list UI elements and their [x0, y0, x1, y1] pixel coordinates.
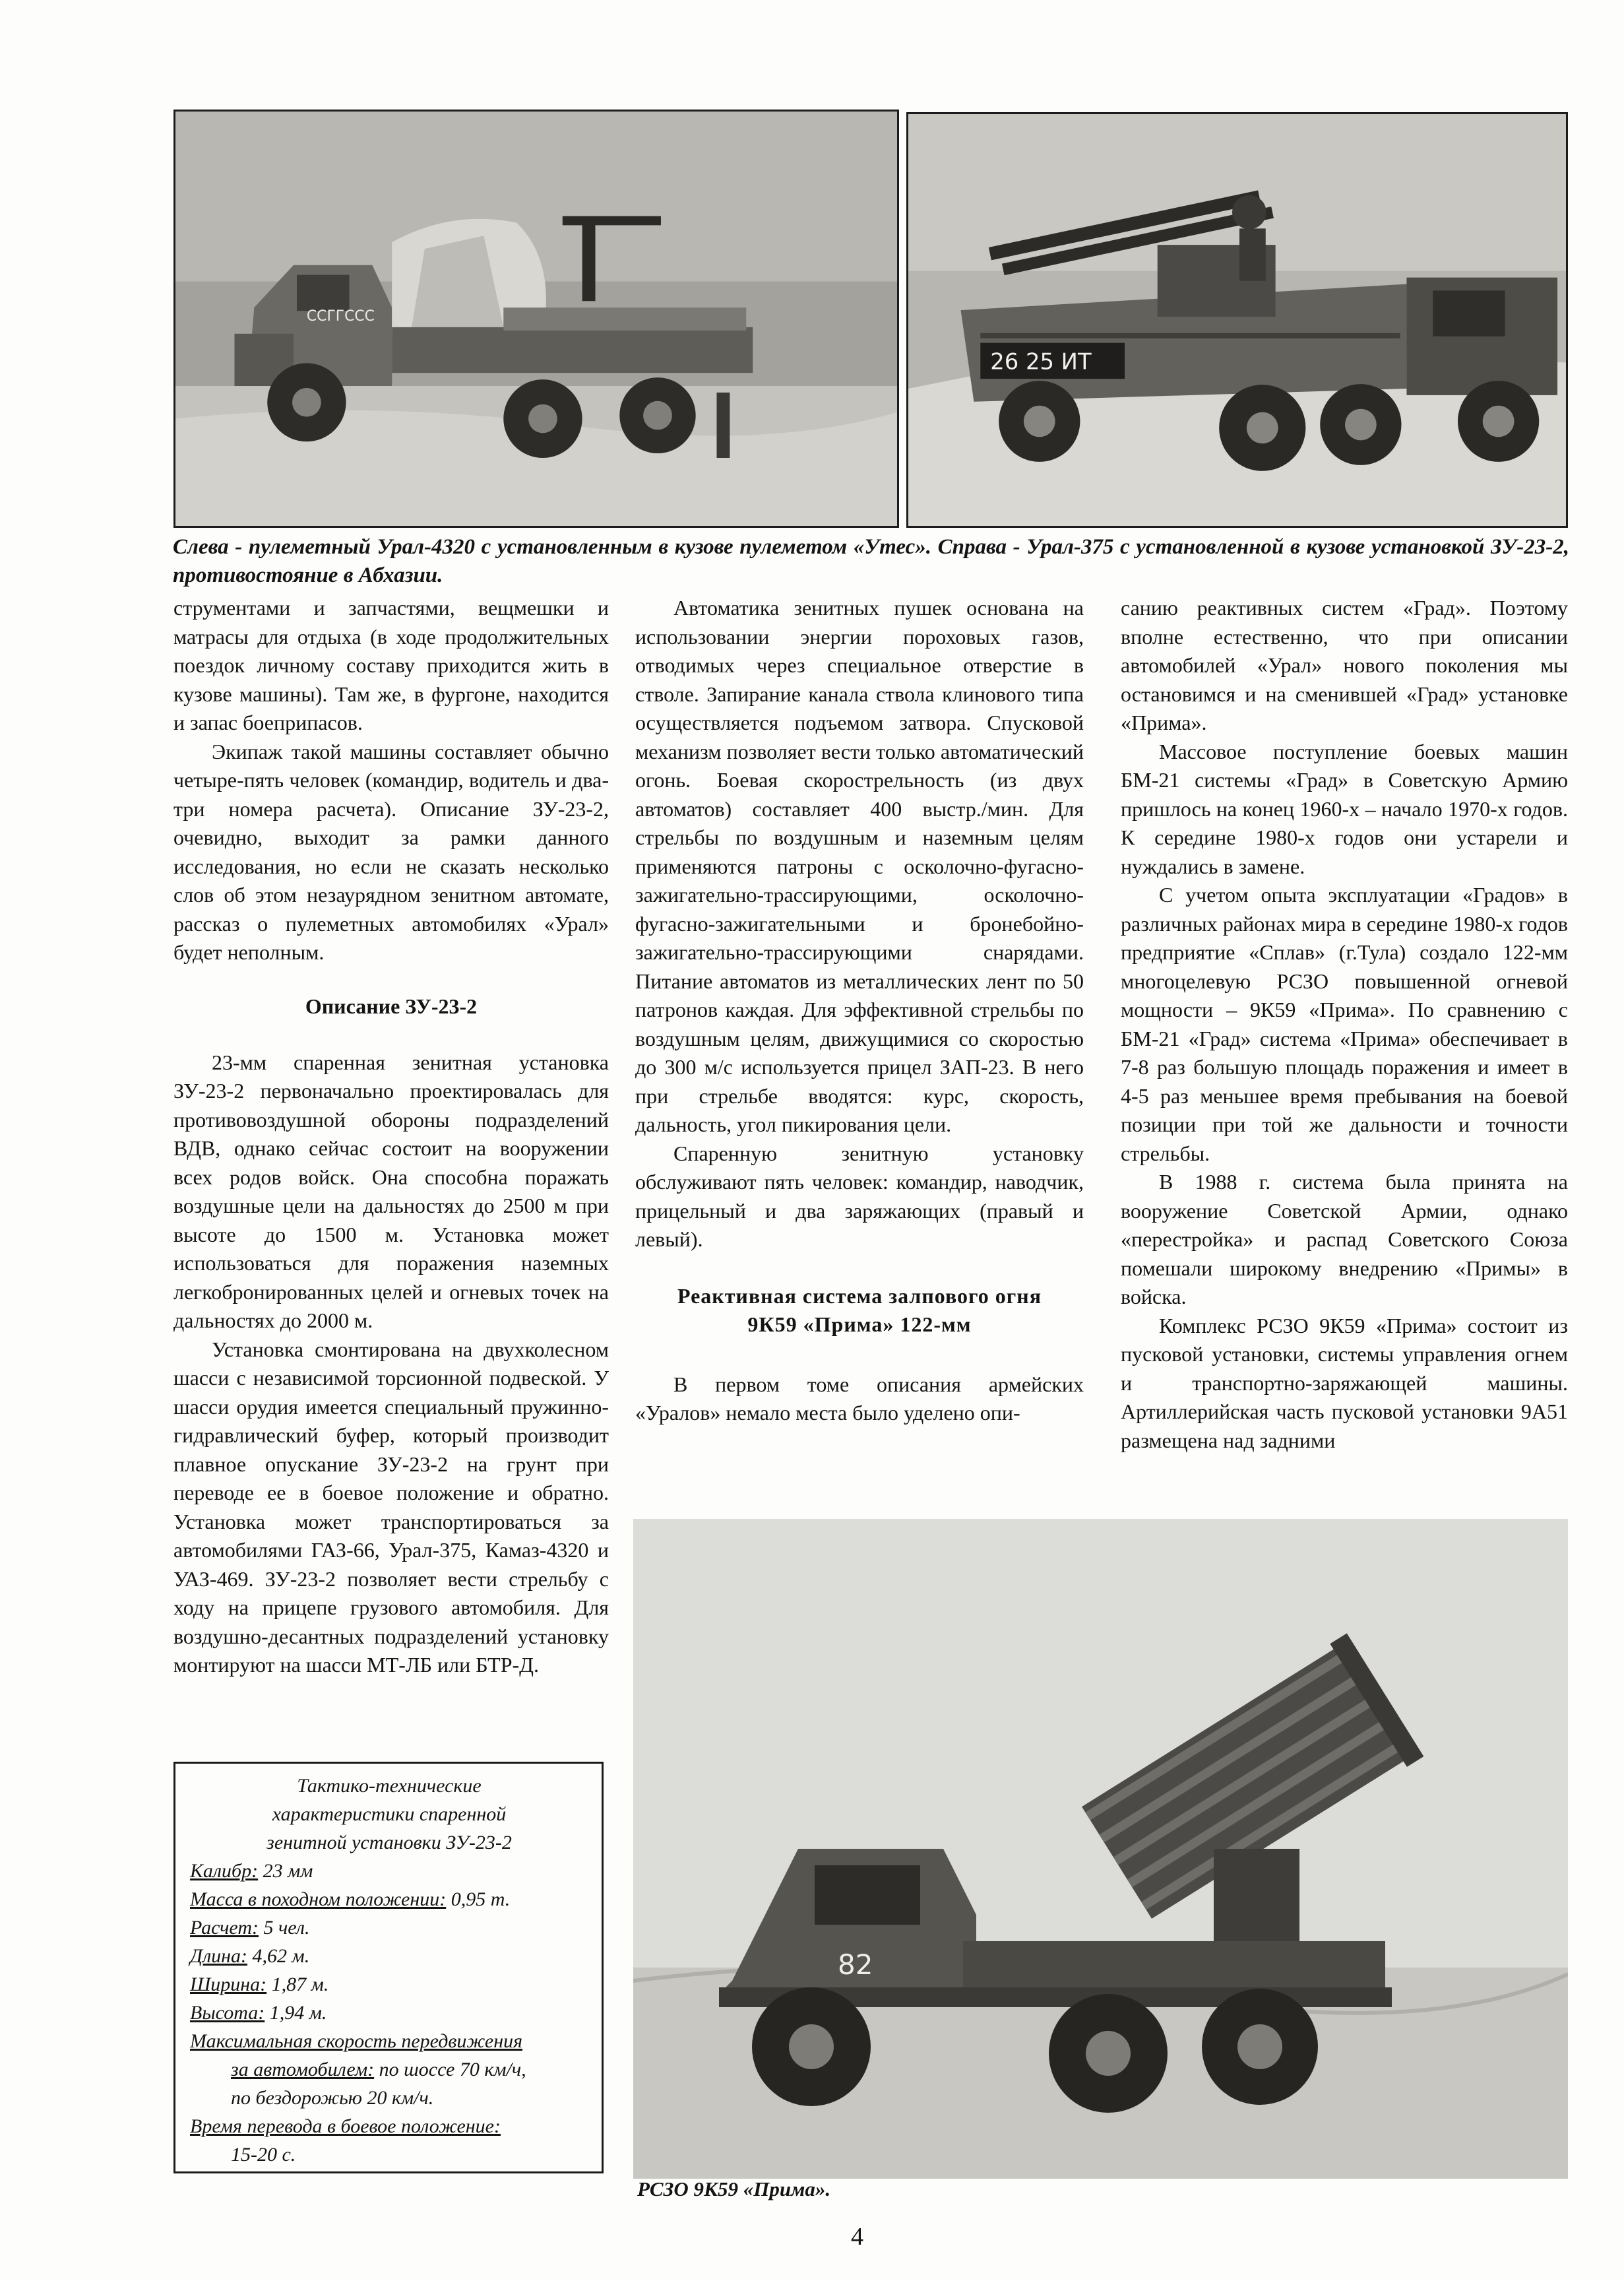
spec-row-speed-offroad: [190, 2084, 588, 2112]
spec-value: 4,62 м.: [247, 1945, 310, 1967]
section-heading-prima: [635, 1282, 1084, 1339]
paragraph: В первом томе описания армейских «Уралов» немало места было уделено опи-: [635, 1372, 1084, 1425]
spec-key: за автомобилем:: [231, 2059, 375, 2080]
spec-value: 1,94 м.: [265, 2002, 327, 2024]
specs-title: [190, 1772, 588, 1857]
spec-key: Калибр:: [190, 1860, 259, 1882]
bottom-photo-caption: РСЗО 9К59 «Прима».: [637, 2177, 831, 2200]
spec-value: по бездорожью 20 км/ч.: [231, 2087, 434, 2109]
specs-title-line: Тактико-технические: [297, 1775, 482, 1797]
spec-row-transfer-time: [190, 2112, 588, 2140]
photo-ural-4320-utes: [173, 110, 899, 528]
spec-key: Высота:: [190, 2002, 265, 2024]
right-truck-plate: 26 25 ИТ: [990, 348, 1092, 375]
paragraph: В 1988 г. система была принята на вооружение Советской Армии, однако «перестройка» и распад Советского Союза помешали широкому внедрению «Примы» в войска.: [1121, 1170, 1568, 1308]
spec-row-width: [190, 1970, 588, 1999]
vehicle-marking: 82: [838, 1948, 873, 1981]
spec-key: Расчет:: [190, 1917, 259, 1939]
left-truck-plate: ССГГССС: [306, 308, 375, 325]
prima-mlrs-illustration: [633, 1519, 1568, 2179]
spec-key: Максимальная скорость передвижения: [190, 2030, 523, 2052]
photo-9k59-prima: [633, 1519, 1568, 2179]
paragraph: Спаренную зенитную установку обслуживают пять человек: командир, наводчик, прицельный и два заряжающих (правый и левый).: [635, 1141, 1084, 1251]
spec-key: Масса в походном положении:: [190, 1888, 447, 1910]
photo-ural-375-zu-23-2: [906, 112, 1568, 528]
page-number: 4: [851, 2223, 863, 2251]
paragraph: Экипаж такой машины составляет обычно четыре-пять человек (командир, водитель и два-три номера расчета). Описание ЗУ-23-2, очевидно, выходит за рамки данного исследования, но если не сказать несколько слов об этом незаурядном зенитном автомате, рассказ о пулеметных автомобилях «Урал» будет неполным.: [173, 739, 609, 964]
spec-row-caliber: [190, 1857, 588, 1885]
spec-row-speed: [190, 2027, 588, 2055]
spec-row-mass: [190, 1885, 588, 1913]
spec-value: 5 чел.: [259, 1917, 310, 1939]
paragraph: санию реактивных систем «Град». Поэтому вполне естественно, что при описании автомобилей «Урал» нового поколения мы остановимся и на сменившей «Град» установке «Прима».: [1121, 596, 1568, 734]
spec-key: Ширина:: [190, 1974, 267, 1995]
paragraph: Массовое поступление боевых машин БМ-21 системы «Град» в Советскую Армию пришлось на конец 1960-х – начало 1970-х годов. К середине 1980-х годов они устарели и нуждались в замене.: [1121, 739, 1568, 878]
paragraph: струментами и запчастями, вещмешки и матрасы для отдыха (в ходе продолжительных поездок личному составу приходится жить в кузове машины). Там же, в фургоне, находится и запас боеприпасов.: [173, 596, 609, 734]
heading-line: Реактивная система залпового огня: [677, 1283, 1042, 1308]
paragraph: Установка смонтирована на двухколесном шасси с независимой торсионной подвеской. У шасси орудия имеется специальный пружинно-гидравлический буфер, который производит плавное опускание ЗУ-23-2 на грунт при переводе ее в боевое положение и обратно. Установка может транспортироваться за автомобилями ГАЗ-66, Урал-375, Камаз-4320 и УАЗ-469. ЗУ-23-2 позволяет вести стрельбу с ходу на прицепе грузового автомобиля. Для воздушно-десантных подразделений установку монтируют на шасси МТ-ЛБ или БТР-Д.: [173, 1337, 609, 1677]
top-photos-caption: Слева - пулеметный Урал-4320 с установленным в кузове пулеметом «Утес». Справа - Урал-375 с установленной в кузове установкой ЗУ-23-2, противостояние в Абхазии.: [173, 535, 1569, 587]
spec-row-height: [190, 1999, 588, 2027]
spec-value: 23 мм: [258, 1860, 313, 1882]
ural-375-illustration: [908, 114, 1566, 526]
spec-key: Длина:: [190, 1945, 248, 1967]
text-column-2: [635, 594, 1084, 1428]
text-column-1: [173, 594, 609, 1680]
spec-value: 15-20 с.: [231, 2144, 296, 2166]
paragraph: 23-мм спаренная зенитная установка ЗУ-23-2 первоначально проектировалась для противовоздушной обороны подразделений ВДВ, однако сейчас состоит на вооружении всех родов войск. Она способна поражать воздушные цели на дальностях до 2500 м при высоте до 1500 м. Установка может использоваться для поражения наземных легкобронированных целей и огневых точек на дальностях до 2000 м.: [173, 1050, 609, 1332]
spec-value: 1,87 м.: [266, 1974, 329, 1995]
spec-row-transfer-value: [190, 2140, 588, 2169]
specs-table-zu-23-2: [173, 1762, 604, 2173]
paragraph: С учетом опыта эксплуатации «Градов» в различных районах мира в середине 1980-х годов предприятие «Сплав» (г.Тула) создало 122-мм многоцелевую РСЗО повышенной огневой мощности – 9К59 «Прима». По сравнению с БМ-21 «Град» система «Прима» обеспечивает в 7-8 раз большую площадь поражения и имеет в 4-5 раз меньшее время пребывания на боевой позиции при той же дальности и точности стрельбы.: [1121, 883, 1568, 1165]
spec-row-speed-cont: [190, 2055, 588, 2084]
paragraph: Комплекс РСЗО 9К59 «Прима» состоит из пусковой установки, системы управления огнем и транспортно-заряжающей машины. Артиллерийская часть пусковой установки 9А51 размещена над задними: [1121, 1313, 1568, 1452]
text-column-3: [1121, 594, 1568, 1455]
heading-line: 9К59 «Прима» 122-мм: [747, 1312, 972, 1336]
specs-title-line: характеристики спаренной: [272, 1803, 507, 1825]
spec-key: Время перевода в боевое положение:: [190, 2115, 501, 2137]
ural-4320-illustration: [175, 112, 897, 526]
spec-row-crew: [190, 1913, 588, 1942]
spec-row-length: [190, 1942, 588, 1970]
paragraph: Автоматика зенитных пушек основана на использовании энергии пороховых газов, отводимых через специальное отверстие в стволе. Запирание канала ствола клинового типа осуществляется подъемом затвора. Спусковой механизм позволяет вести только автоматический огонь. Боевая скорострельность (из двух автоматов) составляет 400 выстр./мин. Для стрельбы по воздушным и наземным целям применяются патроны с осколочно-фугасно-зажигательно-трассирующими, осколочно-фугасно-зажигательными и бронебойно-зажигательно-трассирующими снарядами. Питание автоматов из металлических лент по 50 патронов каждая. Для эффективной стрельбы по воздушным целям, движущимися со скоростью до 300 м/с используется прицел ЗАП-23. В него при стрельбе вводятся: курс, скорость, дальность, угол пикирования цели.: [635, 596, 1084, 1136]
specs-title-line: зенитной установки ЗУ-23-2: [266, 1832, 512, 1853]
section-heading-zu-23-2: Описание ЗУ-23-2: [305, 994, 478, 1018]
spec-value: 0,95 т.: [446, 1888, 511, 1910]
spec-value: по шоссе 70 км/ч,: [374, 2059, 526, 2080]
